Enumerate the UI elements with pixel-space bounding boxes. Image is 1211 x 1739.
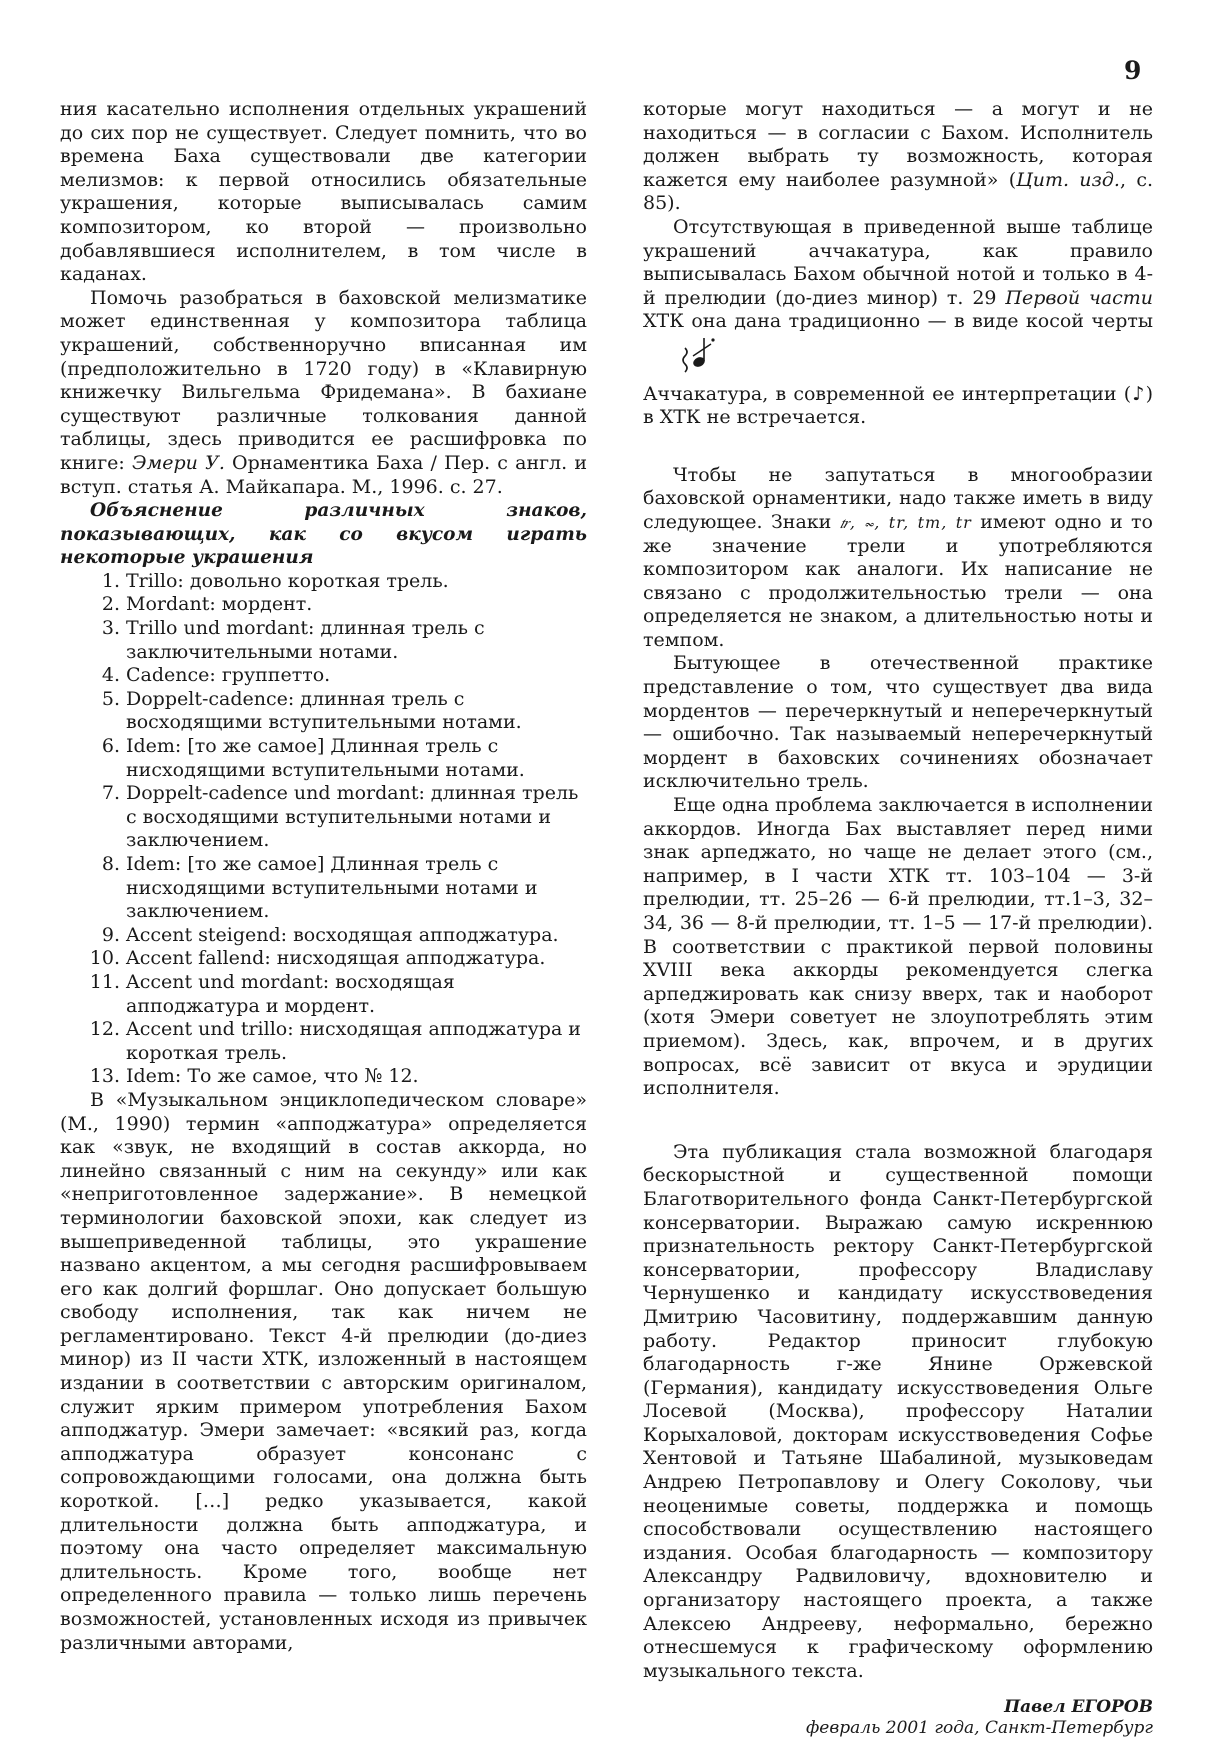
list-item-number: 9.: [101, 923, 120, 946]
paragraph-arpeggio: Еще одна проблема заключается в исполнении аккордов. Иногда Бах выставляет перед ними знак арпеджато, но чаще не делает этого (см., например, в I части ХТК тт. 103–104 — 3-й прелюдии, тт. 25–26 — 6-й прелюдии, тт.1–3, 32–34, 36 — 8-й прелюдии, тт. 1–5 — 17-й прелюдии). В соответствии с практикой первой половины XVIII века аккорды рекомендуется слегка арпеджировать как снизу вверх, так и наоборот (хотя Эмери советует не злоупотреблять этим приемом). Здесь, как, впрочем, и в других вопросах, всё зависит от вкуса и эрудиции исполнителя.: [643, 794, 1153, 1100]
list-item-number: 11.: [89, 970, 120, 993]
spacer: [643, 1101, 1153, 1141]
paragraph-acknowledgements: Эта публикация стала возможной благодаря бескорыстной и существенной помощи Благотворительного фонда Санкт-Петербургской консерватории. Выражаю самую искреннюю признательность ректору Санкт-Петербургской консерватории, профессору Владиславу Чернушенко и кандидату искусствоведения Дмитрию Часовитину, поддержавшим данную работу. Редактор приносит глубокую благодарность г-же Янине Оржевской (Германия), кандидату искусствоведения Ольге Лосевой (Москва), профессору Наталии Корыхаловой, докторам искусствоведения Софье Хентовой и Татьяне Шабалиной, музыковедам Андрею Петропавлову и Олегу Соколову, чьи неоценимые советы, поддержка и помощь способствовали осуществлению настоящего издания. Особая благодарность — композитору Александру Радвиловичу, вдохновителю и организатору настоящего проекта, а также Алексею Андрееву, неформально, бережно отнесшемуся к графическому оформлению музыкального текста.: [643, 1140, 1153, 1682]
list-item: [60, 664, 587, 688]
list-item: [60, 593, 587, 617]
paragraph-trill-signs: [643, 464, 1153, 653]
list-item-number: 10.: [89, 947, 120, 970]
list-item-number: 13.: [89, 1065, 120, 1088]
signature-name: Павел ЕГОРОВ: [1004, 1697, 1153, 1718]
paragraph-mordents: Бытующее в отечественной практике представление о том, что существует два вида мордентов — перечеркнутый и неперечеркнутый — ошибочно. Так называемый неперечеркнутый мордент в баховских сочинениях обозначает исключительно трель.: [643, 652, 1153, 793]
list-item: [60, 924, 587, 948]
list-item-number: 3.: [101, 617, 120, 640]
p2-text-a: Отсутствующая в приведенной выше таблице украшений аччакатура, как правило выписывалась Бахом обычной нотой и только в 4-й прелюдии (до-диез минор) т. 29: [643, 215, 1153, 309]
list-item: [60, 1018, 587, 1065]
p2-text-a: Помочь разобраться в баховской мелизматике может единственная у композитора таблица украшений, собственноручно вписанная им (предположительно в 1720 году) в «Клавирную книжечку Вильгельма Фридемана». В бахиане существуют различные толкования данной таблицы, здесь приводится ее расшифровка по книге:: [60, 286, 587, 474]
list-item-number: 8.: [101, 853, 120, 875]
p4-text-a: Чтобы не запутаться в многообразии баховской орнаментики, надо также иметь в виду следующее. Знаки: [643, 463, 1153, 533]
p4-text-b: имеют одно и то же значение трели и употребляются композитором как аналоги. Их написание не связано с продолжительностью трели — она определяется не знаком, а длительностью ноты и темпом.: [643, 510, 1153, 651]
list-item-number: 5.: [101, 687, 120, 710]
list-item-text: Accent fallend: нисходящая апподжатура.: [126, 947, 546, 970]
signature: [643, 1697, 1153, 1739]
list-item-text: Doppelt-cadence: длинная трель с восходящими вступительными нотами.: [126, 687, 522, 734]
paragraph-acciaccatura: [643, 216, 1153, 383]
list-item-number: 4.: [101, 664, 120, 687]
list-item-number: 1.: [101, 569, 120, 592]
ornament-list: [60, 570, 587, 1089]
paragraph-modern-acciaccatura: Аччакатура, в современной ее интерпретации (♪) в ХТК не встречается.: [643, 382, 1153, 429]
list-item: [60, 947, 587, 971]
part-ref: Первой части: [1005, 286, 1153, 309]
list-item: [60, 1065, 587, 1089]
list-item-text: Accent und trillo: нисходящая апподжатура и короткая трель.: [126, 1018, 581, 1064]
left-column: [60, 98, 587, 1655]
paragraph-ornament-table: [60, 287, 587, 499]
list-item-text: Idem: То же самое, что № 12.: [126, 1065, 419, 1088]
author-ref: Эмери У.: [131, 451, 225, 474]
list-item: [60, 617, 587, 664]
list-item-number: 2.: [101, 593, 120, 616]
list-item-number: 7.: [101, 782, 120, 805]
list-item: [60, 688, 587, 735]
list-item-text: Trillo: довольно короткая трель.: [126, 569, 449, 592]
list-item-number: 12.: [89, 1018, 120, 1041]
list-item-text: Idem: [то же самое] Длинная трель с нисходящими вступительными нотами и заключением.: [126, 853, 538, 923]
paragraph-appoggiatura: В «Музыкальном энциклопедическом словаре» (М., 1990) термин «апподжатура» определяется как «звук, не входящий в состав аккорда, но линейно связанный с ним на секунду» или как «неприготовленное задержание». В немецкой терминологии баховской эпохи, как следует из вышеприведенной таблицы, это украшение названо акцентом, а мы сегодня расшифровываем его как долгий форшлаг. Оно допускает большую свободу исполнения, так как ничем не регламентировано. Текст 4-й прелюдии (до-диез минор) из II части ХТК, изложенный в настоящем издании в соответствии с авторским оригиналом, служит ярким примером употребления Бахом апподжатур. Эмери замечает: «всякий раз, когда апподжатура образует консонанс с сопровождающими голосами, она должна быть короткой. […] редко указывается, какой длительности должна быть апподжатура, и поэтому она часто определяет максимальную длительность. Кроме того, вообще нет определенного правила — только лишь перечень возможностей, установленных исходя из привычек различными авторами,: [60, 1088, 587, 1654]
paragraph-continuation: ния касательно исполнения отдельных украшений до сих пор не существует. Следует помнить, что во времена Баха существовали две категории мелизмов: к первой относились обязательные украшения, которые выписывалась самим композитором, ко второй — произвольно добавлявшиеся исполнителем, в том числе в каданах.: [60, 98, 587, 286]
signature-date: февраль 2001 года, Санкт-Петербург: [806, 1718, 1153, 1739]
list-item-text: Cadence: группетто.: [126, 664, 331, 687]
citation-ref: Цит. изд.: [1016, 168, 1120, 191]
p2-text-b: ХТК она дана традиционно — в виде косой черты: [643, 310, 1153, 333]
list-item-text: Trillo und mordant: длинная трель с заключительными нотами.: [126, 617, 485, 663]
list-item-text: Mordant: мордент.: [126, 593, 313, 616]
list-item-text: Accent steigend: восходящая апподжатура.: [126, 923, 559, 946]
list-item: [60, 971, 587, 1018]
page-number: 9: [1124, 56, 1142, 85]
p1-text-a: которые могут находиться — а могут и не находиться — в согласии с Бахом. Исполнитель должен выбрать ту возможность, которая кажется ему наиболее разумной» (: [643, 98, 1153, 191]
paragraph-quote-end: [643, 98, 1153, 216]
list-item: [60, 570, 587, 594]
p2-text-b: Орнаментика Баха / Пер. с англ. и вступ. статья А. Майкапара. М., 1996. с. 27.: [60, 451, 588, 498]
list-item: [60, 853, 587, 924]
list-item: [60, 735, 587, 782]
list-item-number: 6.: [101, 735, 120, 758]
acciaccatura-slash-icon: [647, 334, 717, 383]
right-column: [643, 98, 1153, 1739]
trill-signs: 𝆖, 𝆗, tr, tm, tr: [839, 512, 972, 532]
spacer: [643, 430, 1153, 464]
p1-text-b: , с. 85).: [643, 168, 1153, 215]
list-item: [60, 782, 587, 853]
list-item-text: Accent und mordant: восходящая апподжатура и мордент.: [126, 970, 455, 1017]
list-item-text: Doppelt-cadence und mordant: длинная трель с восходящими вступительными нотами и заключением.: [126, 782, 579, 852]
ornament-table-heading: Объяснение различных знаков, показывающих, как со вкусом играть некоторые украшения: [60, 500, 587, 569]
list-item-text: Idem: [то же самое] Длинная трель с нисходящими вступительными нотами.: [126, 735, 525, 781]
